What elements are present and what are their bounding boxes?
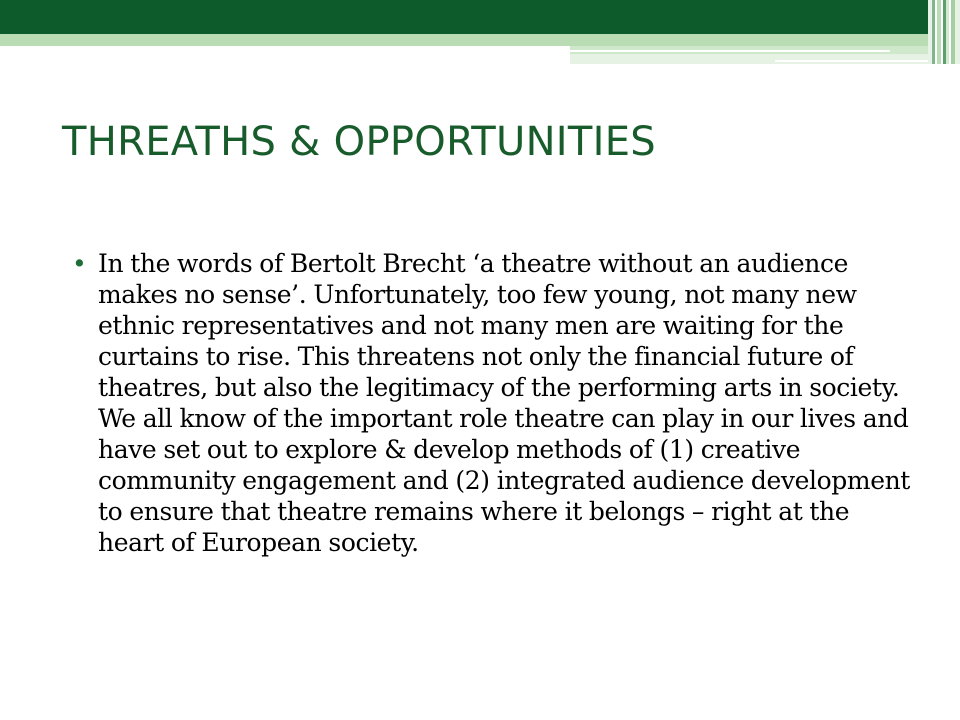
corner-stripes [928,0,960,64]
bullet-list [72,248,912,558]
bullet-text: In the words of Bertolt Brecht ‘a theatre without an audience makes no sense’. Unfortunately, too few young, not many new ethnic representatives and not many men are waiting for the curtains to rise. This threatens not only the financial future of theatres, but also the legitimacy of the performing arts in society. We all know of the important role theatre can play in our lives and have set out to explore & develop methods of (1) creative community engagement and (2) integrated audience development to ensure that theatre remains where it belongs – right at the heart of European society. [98,249,910,557]
header-band-light [0,34,960,46]
header-band-dark [0,0,960,34]
header-band-accent-lower [570,54,960,64]
bullet-item [72,248,912,558]
slide-title: THREATHS & OPPORTUNITIES [62,119,656,165]
bullet-marker: • [72,249,87,278]
header-accent-line [570,50,890,52]
